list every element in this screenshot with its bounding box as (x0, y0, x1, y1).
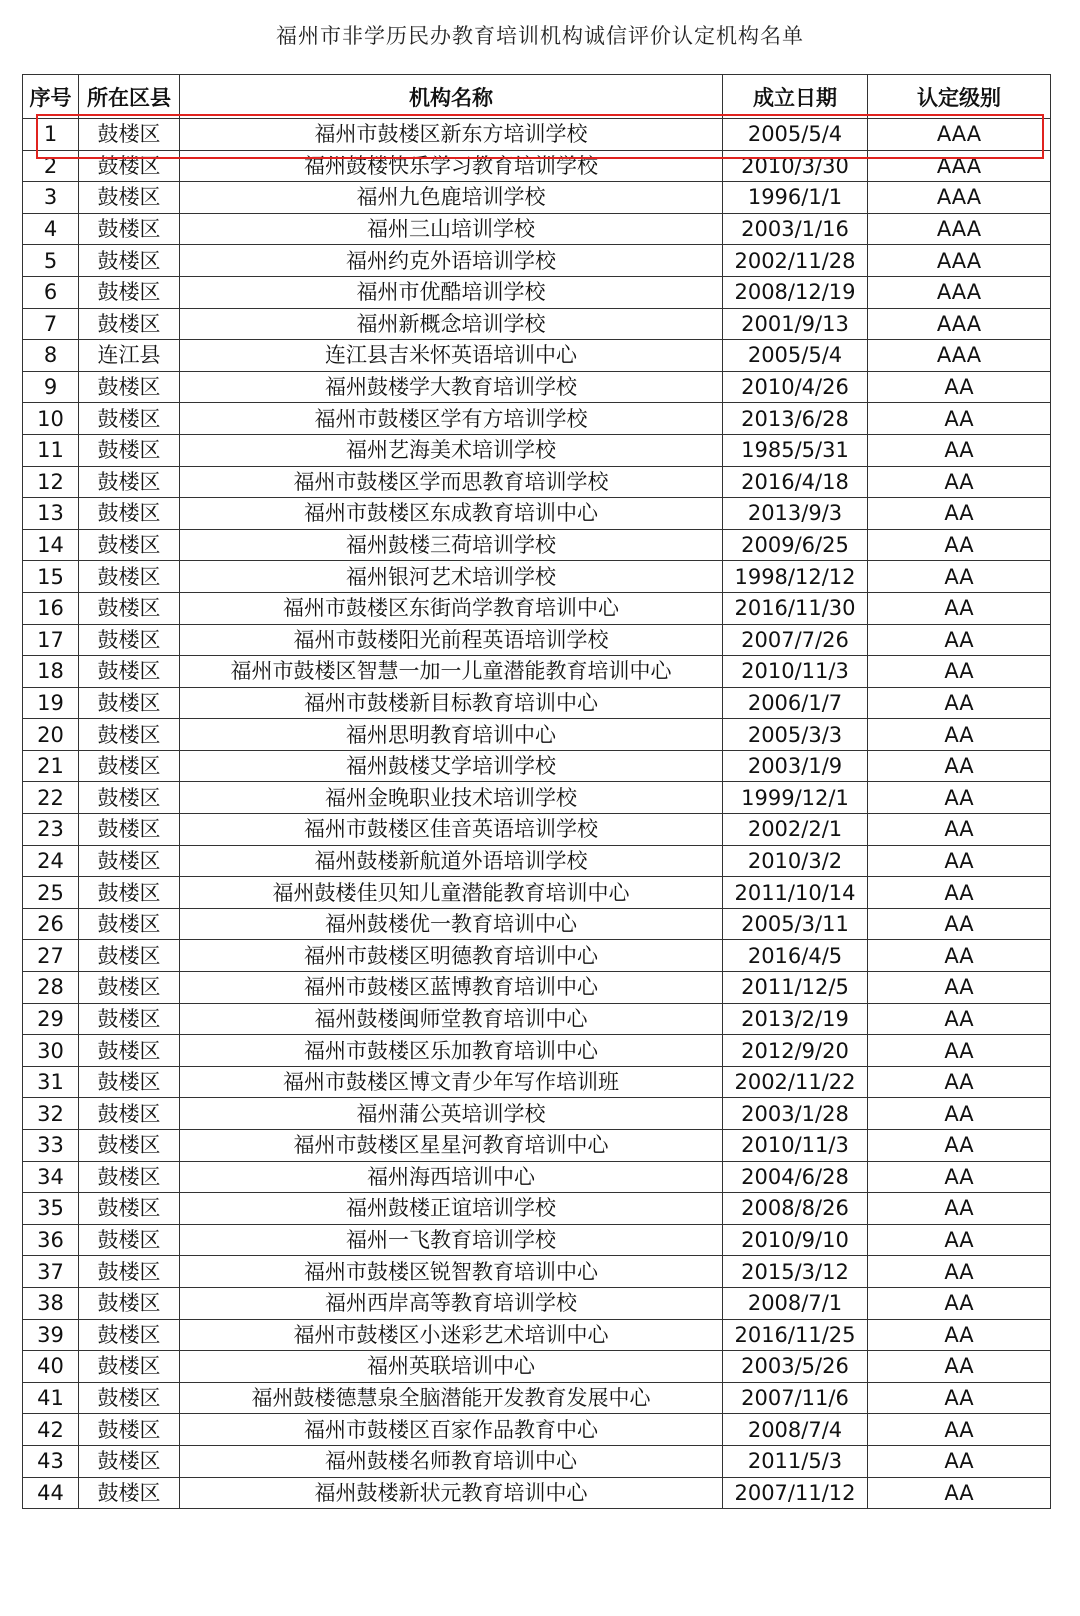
table-row (23, 719, 1051, 751)
cell-rating-level: AA (868, 1035, 1051, 1067)
cell-founded-date: 1998/12/12 (723, 561, 868, 593)
cell-institution-name: 福州西岸高等教育培训学校 (180, 1287, 723, 1319)
cell-institution-name: 福州鼓楼优一教育培训中心 (180, 908, 723, 940)
cell-rating-level: AA (868, 529, 1051, 561)
cell-institution-name: 福州约克外语培训学校 (180, 245, 723, 277)
cell-institution-name: 福州市鼓楼区东成教育培训中心 (180, 498, 723, 530)
cell-institution-name: 福州市鼓楼区智慧一加一儿童潜能教育培训中心 (180, 656, 723, 688)
cell-serial-no: 9 (23, 371, 79, 403)
table-row (23, 624, 1051, 656)
cell-founded-date: 2007/11/6 (723, 1382, 868, 1414)
table-row (23, 1193, 1051, 1225)
cell-serial-no: 22 (23, 782, 79, 814)
cell-district: 鼓楼区 (79, 1477, 180, 1509)
table-row (23, 1098, 1051, 1130)
cell-district: 鼓楼区 (79, 245, 180, 277)
cell-serial-no: 3 (23, 182, 79, 214)
cell-institution-name: 福州鼓楼闽师堂教育培训中心 (180, 1003, 723, 1035)
cell-serial-no: 23 (23, 814, 79, 846)
cell-institution-name: 福州市鼓楼新目标教育培训中心 (180, 687, 723, 719)
cell-serial-no: 13 (23, 498, 79, 530)
cell-serial-no: 4 (23, 213, 79, 245)
cell-institution-name: 福州鼓楼新航道外语培训学校 (180, 845, 723, 877)
table-row (23, 466, 1051, 498)
cell-rating-level: AA (868, 656, 1051, 688)
cell-institution-name: 福州新概念培训学校 (180, 308, 723, 340)
cell-rating-level: AAA (868, 340, 1051, 372)
cell-founded-date: 2007/11/12 (723, 1477, 868, 1509)
cell-institution-name: 福州海西培训中心 (180, 1161, 723, 1193)
cell-rating-level: AA (868, 940, 1051, 972)
cell-district: 鼓楼区 (79, 877, 180, 909)
table-row (23, 750, 1051, 782)
cell-rating-level: AA (868, 719, 1051, 751)
cell-founded-date: 2003/1/16 (723, 213, 868, 245)
table-header-row (23, 75, 1051, 119)
cell-serial-no: 6 (23, 276, 79, 308)
cell-institution-name: 福州市鼓楼区蓝博教育培训中心 (180, 972, 723, 1004)
cell-institution-name: 福州鼓楼学大教育培训学校 (180, 371, 723, 403)
cell-institution-name: 福州市鼓楼区佳音英语培训学校 (180, 814, 723, 846)
cell-institution-name: 福州市鼓楼区学而思教育培训学校 (180, 466, 723, 498)
cell-district: 鼓楼区 (79, 1382, 180, 1414)
cell-serial-no: 42 (23, 1414, 79, 1446)
cell-rating-level: AA (868, 403, 1051, 435)
cell-founded-date: 2008/7/4 (723, 1414, 868, 1446)
cell-serial-no: 20 (23, 719, 79, 751)
cell-serial-no: 39 (23, 1319, 79, 1351)
cell-founded-date: 2010/3/30 (723, 150, 868, 182)
cell-institution-name: 福州鼓楼名师教育培训中心 (180, 1445, 723, 1477)
cell-serial-no: 38 (23, 1287, 79, 1319)
cell-serial-no: 33 (23, 1130, 79, 1162)
cell-founded-date: 2002/11/22 (723, 1066, 868, 1098)
cell-serial-no: 28 (23, 972, 79, 1004)
table-row (23, 340, 1051, 372)
cell-rating-level: AA (868, 624, 1051, 656)
table-row (23, 1351, 1051, 1383)
cell-founded-date: 2012/9/20 (723, 1035, 868, 1067)
cell-institution-name: 福州市鼓楼区博文青少年写作培训班 (180, 1066, 723, 1098)
table-row (23, 1161, 1051, 1193)
cell-district: 鼓楼区 (79, 1445, 180, 1477)
cell-district: 鼓楼区 (79, 687, 180, 719)
cell-serial-no: 11 (23, 434, 79, 466)
cell-serial-no: 10 (23, 403, 79, 435)
cell-institution-name: 福州市鼓楼区锐智教育培训中心 (180, 1256, 723, 1288)
cell-founded-date: 2007/7/26 (723, 624, 868, 656)
table-row (23, 561, 1051, 593)
cell-rating-level: AA (868, 877, 1051, 909)
cell-district: 鼓楼区 (79, 908, 180, 940)
cell-district: 鼓楼区 (79, 719, 180, 751)
cell-founded-date: 2013/6/28 (723, 403, 868, 435)
cell-rating-level: AA (868, 1130, 1051, 1162)
table-row (23, 687, 1051, 719)
cell-serial-no: 35 (23, 1193, 79, 1225)
cell-serial-no: 8 (23, 340, 79, 372)
cell-serial-no: 27 (23, 940, 79, 972)
cell-serial-no: 16 (23, 592, 79, 624)
cell-rating-level: AA (868, 592, 1051, 624)
cell-institution-name: 福州市鼓楼阳光前程英语培训学校 (180, 624, 723, 656)
cell-rating-level: AA (868, 687, 1051, 719)
cell-serial-no: 34 (23, 1161, 79, 1193)
cell-rating-level: AA (868, 972, 1051, 1004)
cell-institution-name: 福州金晚职业技术培训学校 (180, 782, 723, 814)
cell-institution-name: 福州三山培训学校 (180, 213, 723, 245)
cell-district: 鼓楼区 (79, 1003, 180, 1035)
cell-rating-level: AA (868, 371, 1051, 403)
cell-rating-level: AA (868, 498, 1051, 530)
table-row (23, 656, 1051, 688)
cell-institution-name: 福州银河艺术培训学校 (180, 561, 723, 593)
table-row (23, 845, 1051, 877)
table-row (23, 119, 1051, 151)
cell-rating-level: AA (868, 845, 1051, 877)
cell-founded-date: 2008/7/1 (723, 1287, 868, 1319)
table-row (23, 1066, 1051, 1098)
cell-district: 鼓楼区 (79, 371, 180, 403)
cell-institution-name: 福州一飞教育培训学校 (180, 1224, 723, 1256)
cell-district: 鼓楼区 (79, 276, 180, 308)
table-row (23, 498, 1051, 530)
table-row (23, 972, 1051, 1004)
table-row (23, 1445, 1051, 1477)
cell-founded-date: 2016/4/18 (723, 466, 868, 498)
cell-serial-no: 40 (23, 1351, 79, 1383)
cell-district: 鼓楼区 (79, 498, 180, 530)
cell-serial-no: 2 (23, 150, 79, 182)
cell-serial-no: 12 (23, 466, 79, 498)
table-row (23, 529, 1051, 561)
cell-founded-date: 2016/11/30 (723, 592, 868, 624)
cell-institution-name: 福州市鼓楼区乐加教育培训中心 (180, 1035, 723, 1067)
table-row (23, 908, 1051, 940)
cell-founded-date: 1985/5/31 (723, 434, 868, 466)
cell-rating-level: AA (868, 782, 1051, 814)
cell-district: 鼓楼区 (79, 1098, 180, 1130)
cell-founded-date: 2010/4/26 (723, 371, 868, 403)
cell-serial-no: 1 (23, 119, 79, 151)
cell-serial-no: 37 (23, 1256, 79, 1288)
cell-institution-name: 福州鼓楼三荷培训学校 (180, 529, 723, 561)
cell-serial-no: 21 (23, 750, 79, 782)
table-row (23, 1256, 1051, 1288)
cell-founded-date: 2005/5/4 (723, 340, 868, 372)
cell-founded-date: 2005/3/11 (723, 908, 868, 940)
table-row (23, 814, 1051, 846)
cell-founded-date: 2009/6/25 (723, 529, 868, 561)
table-row (23, 150, 1051, 182)
header-district: 所在区县 (79, 75, 180, 119)
cell-founded-date: 2011/5/3 (723, 1445, 868, 1477)
cell-founded-date: 2010/9/10 (723, 1224, 868, 1256)
cell-district: 鼓楼区 (79, 1287, 180, 1319)
cell-district: 鼓楼区 (79, 814, 180, 846)
cell-rating-level: AA (868, 1193, 1051, 1225)
cell-district: 鼓楼区 (79, 1351, 180, 1383)
cell-institution-name: 福州英联培训中心 (180, 1351, 723, 1383)
cell-rating-level: AA (868, 814, 1051, 846)
table-row (23, 182, 1051, 214)
cell-serial-no: 17 (23, 624, 79, 656)
cell-serial-no: 18 (23, 656, 79, 688)
cell-district: 鼓楼区 (79, 213, 180, 245)
cell-district: 鼓楼区 (79, 940, 180, 972)
cell-founded-date: 2016/11/25 (723, 1319, 868, 1351)
cell-institution-name: 福州市鼓楼区小迷彩艺术培训中心 (180, 1319, 723, 1351)
cell-rating-level: AA (868, 1319, 1051, 1351)
table-row (23, 1130, 1051, 1162)
cell-rating-level: AAA (868, 276, 1051, 308)
cell-district: 鼓楼区 (79, 1256, 180, 1288)
cell-founded-date: 2016/4/5 (723, 940, 868, 972)
cell-institution-name: 连江县吉米怀英语培训中心 (180, 340, 723, 372)
cell-institution-name: 福州市鼓楼区新东方培训学校 (180, 119, 723, 151)
table-row (23, 1224, 1051, 1256)
cell-district: 鼓楼区 (79, 592, 180, 624)
cell-institution-name: 福州市鼓楼区明德教育培训中心 (180, 940, 723, 972)
cell-district: 鼓楼区 (79, 1130, 180, 1162)
cell-rating-level: AA (868, 1224, 1051, 1256)
table-row (23, 1414, 1051, 1446)
cell-founded-date: 2002/11/28 (723, 245, 868, 277)
table-row (23, 1003, 1051, 1035)
header-rating-level: 认定级别 (868, 75, 1051, 119)
table-row (23, 213, 1051, 245)
cell-rating-level: AA (868, 434, 1051, 466)
cell-founded-date: 2011/12/5 (723, 972, 868, 1004)
cell-institution-name: 福州鼓楼德慧泉全脑潜能开发教育发展中心 (180, 1382, 723, 1414)
header-institution-name: 机构名称 (180, 75, 723, 119)
cell-rating-level: AA (868, 1066, 1051, 1098)
institution-table (22, 74, 1051, 1509)
table-row (23, 1382, 1051, 1414)
document-title: 福州市非学历民办教育培训机构诚信评价认定机构名单 (276, 24, 804, 48)
cell-rating-level: AA (868, 1287, 1051, 1319)
cell-district: 鼓楼区 (79, 434, 180, 466)
cell-founded-date: 2008/12/19 (723, 276, 868, 308)
header-serial-no: 序号 (23, 75, 79, 119)
cell-founded-date: 2003/1/9 (723, 750, 868, 782)
cell-founded-date: 2003/1/28 (723, 1098, 868, 1130)
table-row (23, 782, 1051, 814)
table-row (23, 1477, 1051, 1509)
cell-rating-level: AA (868, 1256, 1051, 1288)
cell-serial-no: 5 (23, 245, 79, 277)
cell-institution-name: 福州市优酷培训学校 (180, 276, 723, 308)
table-row (23, 877, 1051, 909)
cell-rating-level: AA (868, 1382, 1051, 1414)
cell-institution-name: 福州蒲公英培训学校 (180, 1098, 723, 1130)
cell-rating-level: AA (868, 908, 1051, 940)
cell-rating-level: AAA (868, 182, 1051, 214)
cell-rating-level: AA (868, 750, 1051, 782)
cell-rating-level: AA (868, 1445, 1051, 1477)
cell-institution-name: 福州思明教育培训中心 (180, 719, 723, 751)
cell-rating-level: AAA (868, 119, 1051, 151)
cell-rating-level: AAA (868, 150, 1051, 182)
cell-serial-no: 19 (23, 687, 79, 719)
cell-founded-date: 1996/1/1 (723, 182, 868, 214)
cell-founded-date: 2001/9/13 (723, 308, 868, 340)
cell-rating-level: AA (868, 1414, 1051, 1446)
cell-district: 鼓楼区 (79, 561, 180, 593)
cell-district: 鼓楼区 (79, 1319, 180, 1351)
cell-serial-no: 41 (23, 1382, 79, 1414)
cell-institution-name: 福州九色鹿培训学校 (180, 182, 723, 214)
cell-founded-date: 2003/5/26 (723, 1351, 868, 1383)
cell-founded-date: 2008/8/26 (723, 1193, 868, 1225)
cell-district: 鼓楼区 (79, 150, 180, 182)
cell-founded-date: 2006/1/7 (723, 687, 868, 719)
cell-founded-date: 2005/5/4 (723, 119, 868, 151)
cell-district: 鼓楼区 (79, 845, 180, 877)
cell-founded-date: 1999/12/1 (723, 782, 868, 814)
cell-serial-no: 43 (23, 1445, 79, 1477)
cell-rating-level: AAA (868, 308, 1051, 340)
cell-founded-date: 2011/10/14 (723, 877, 868, 909)
cell-founded-date: 2004/6/28 (723, 1161, 868, 1193)
cell-rating-level: AA (868, 1003, 1051, 1035)
cell-serial-no: 7 (23, 308, 79, 340)
cell-district: 鼓楼区 (79, 750, 180, 782)
table-row (23, 308, 1051, 340)
cell-serial-no: 26 (23, 908, 79, 940)
table-row (23, 1287, 1051, 1319)
cell-institution-name: 福州鼓楼艾学培训学校 (180, 750, 723, 782)
cell-serial-no: 29 (23, 1003, 79, 1035)
cell-founded-date: 2015/3/12 (723, 1256, 868, 1288)
cell-rating-level: AAA (868, 245, 1051, 277)
cell-serial-no: 44 (23, 1477, 79, 1509)
cell-rating-level: AA (868, 561, 1051, 593)
cell-founded-date: 2010/11/3 (723, 1130, 868, 1162)
cell-rating-level: AA (868, 1477, 1051, 1509)
cell-rating-level: AA (868, 1161, 1051, 1193)
cell-serial-no: 15 (23, 561, 79, 593)
cell-institution-name: 福州鼓楼佳贝知儿童潜能教育培训中心 (180, 877, 723, 909)
cell-district: 鼓楼区 (79, 529, 180, 561)
cell-district: 鼓楼区 (79, 1035, 180, 1067)
cell-institution-name: 福州市鼓楼区学有方培训学校 (180, 403, 723, 435)
table-row (23, 371, 1051, 403)
cell-district: 鼓楼区 (79, 624, 180, 656)
cell-institution-name: 福州市鼓楼区东街尚学教育培训中心 (180, 592, 723, 624)
cell-district: 鼓楼区 (79, 403, 180, 435)
cell-rating-level: AA (868, 466, 1051, 498)
table-row (23, 1319, 1051, 1351)
cell-serial-no: 30 (23, 1035, 79, 1067)
table-row (23, 245, 1051, 277)
cell-serial-no: 32 (23, 1098, 79, 1130)
cell-district: 鼓楼区 (79, 182, 180, 214)
cell-founded-date: 2010/3/2 (723, 845, 868, 877)
cell-district: 鼓楼区 (79, 656, 180, 688)
cell-institution-name: 福州艺海美术培训学校 (180, 434, 723, 466)
cell-institution-name: 福州鼓楼快乐学习教育培训学校 (180, 150, 723, 182)
cell-district: 鼓楼区 (79, 308, 180, 340)
table-row (23, 940, 1051, 972)
cell-rating-level: AA (868, 1351, 1051, 1383)
table-row (23, 276, 1051, 308)
table-row (23, 1035, 1051, 1067)
cell-district: 鼓楼区 (79, 1161, 180, 1193)
cell-district: 鼓楼区 (79, 972, 180, 1004)
cell-district: 鼓楼区 (79, 1414, 180, 1446)
table-row (23, 403, 1051, 435)
cell-serial-no: 24 (23, 845, 79, 877)
cell-founded-date: 2002/2/1 (723, 814, 868, 846)
cell-serial-no: 25 (23, 877, 79, 909)
cell-district: 连江县 (79, 340, 180, 372)
table-row (23, 592, 1051, 624)
cell-district: 鼓楼区 (79, 1066, 180, 1098)
cell-founded-date: 2013/2/19 (723, 1003, 868, 1035)
header-founded-date: 成立日期 (723, 75, 868, 119)
cell-institution-name: 福州鼓楼新状元教育培训中心 (180, 1477, 723, 1509)
cell-district: 鼓楼区 (79, 466, 180, 498)
cell-institution-name: 福州市鼓楼区百家作品教育中心 (180, 1414, 723, 1446)
table-body (23, 119, 1051, 1509)
cell-serial-no: 31 (23, 1066, 79, 1098)
cell-institution-name: 福州市鼓楼区星星河教育培训中心 (180, 1130, 723, 1162)
cell-serial-no: 36 (23, 1224, 79, 1256)
cell-rating-level: AA (868, 1098, 1051, 1130)
cell-founded-date: 2005/3/3 (723, 719, 868, 751)
cell-rating-level: AAA (868, 213, 1051, 245)
cell-district: 鼓楼区 (79, 1193, 180, 1225)
cell-institution-name: 福州鼓楼正谊培训学校 (180, 1193, 723, 1225)
cell-district: 鼓楼区 (79, 119, 180, 151)
table-row (23, 434, 1051, 466)
cell-district: 鼓楼区 (79, 782, 180, 814)
cell-serial-no: 14 (23, 529, 79, 561)
cell-district: 鼓楼区 (79, 1224, 180, 1256)
cell-founded-date: 2013/9/3 (723, 498, 868, 530)
cell-founded-date: 2010/11/3 (723, 656, 868, 688)
